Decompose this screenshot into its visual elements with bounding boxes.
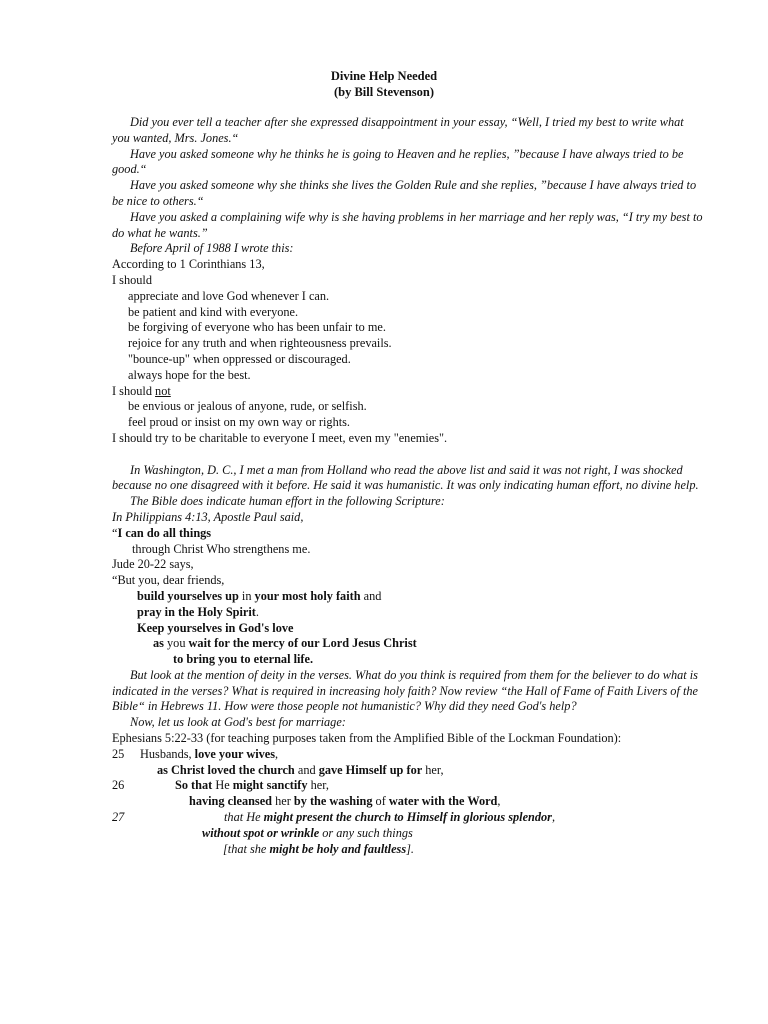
jude-bold: pray in the Holy Spirit [137, 604, 256, 619]
document-title: Divine Help Needed [330, 69, 438, 83]
eph-bold: might present the church to Himself in glorious splendor [263, 810, 552, 825]
verse-number: 26 [112, 778, 125, 793]
eph-bold: gave Himself up for [318, 762, 423, 777]
eph-bold: love your wives [194, 746, 276, 761]
jude-text: in [238, 588, 255, 603]
washington-paragraph: In Washington, D. C., I met a man from Holland who read the above list and said it was not right, I was shocked because no one disagreed with it before. He said it was humanistic. It was only indicating human effort, no divine help. [112, 462, 699, 493]
jude-text: you [167, 636, 189, 651]
jude-line-4 [112, 621, 704, 637]
jude-bold: as [153, 636, 168, 651]
ephesians-line-5 [112, 810, 704, 826]
should-not-item: feel proud or insist on my own way or rights. [128, 415, 350, 430]
jude-line-5 [112, 636, 704, 652]
document-byline: (by Bill Stevenson) [333, 85, 434, 99]
jude-bold: your most holy faith [254, 588, 361, 603]
indent [140, 810, 224, 824]
should-item: be forgiving of everyone who has been unfair to me. [128, 320, 386, 335]
philippians-quote-line-2: through Christ Who strengthens me. [132, 541, 311, 556]
should-not-item: be envious or jealous of anyone, rude, or selfish. [128, 399, 367, 414]
jude-line-6 [112, 652, 704, 668]
verse-number: 25 [112, 746, 125, 761]
ephesians-line-4 [112, 794, 704, 810]
should-heading: I should [112, 272, 152, 287]
bible-effort-line: The Bible does indicate human effort in the following Scripture: [130, 494, 445, 509]
verse-number: 27 [112, 810, 125, 825]
jude-line-3 [112, 605, 704, 621]
eph-text: He [212, 778, 233, 793]
intro-paragraph-1: Did you ever tell a teacher after she expressed disappointment in your essay, “Well, I tried my best to write what you wanted, Mrs. Jones.“ [112, 115, 684, 145]
eph-text: ]. [406, 841, 414, 856]
eph-text: her, [307, 778, 329, 793]
eph-text: Husbands, [140, 746, 195, 761]
philippians-bold: I can do all things [117, 525, 212, 540]
intro-paragraph-2: Have you asked someone why he thinks he is going to Heaven and he replies, ”because I have always tried to be good.“ [112, 146, 684, 177]
eph-bold: might be holy and faultless [269, 841, 407, 856]
intro-paragraph-4: Have you asked a complaining wife why is she having problems in her marriage and her reply was, “I try my best to do what he wants.” [112, 209, 703, 240]
jude-line-1: “But you, dear friends, [112, 573, 225, 588]
eph-bold: might sanctify [232, 778, 308, 793]
should-not-word: not [155, 383, 171, 398]
ephesians-reference: Ephesians 5:22-33 (for teaching purposes taken from the Amplified Bible of the Lockman Foundation): [112, 731, 622, 746]
eph-text: that He [224, 810, 264, 825]
should-item: appreciate and love God whenever I can. [128, 288, 330, 303]
eph-text: her [272, 794, 294, 809]
jude-reference: Jude 20-22 says, [112, 557, 194, 572]
should-not-heading [112, 384, 704, 400]
jude-text: . [255, 604, 259, 619]
intro-paragraph-3: Have you asked someone why she thinks she lives the Golden Rule and she replies, ”because I have always tried to be nice to others.“ [112, 178, 697, 208]
eph-text: , [275, 746, 279, 761]
ephesians-line-2 [112, 763, 704, 779]
eph-bold: water with the Word [388, 794, 498, 809]
ephesians-line-3 [112, 778, 704, 794]
philippians-reference: In Philippians 4:13, Apostle Paul said, [112, 509, 304, 524]
ephesians-line-6 [112, 826, 704, 842]
eph-bold: as Christ loved the church [157, 762, 295, 777]
deity-paragraph: But look at the mention of deity in the verses. What do you think is required from them for the believer to do what is indicated in the verses? What is required in increasing holy faith? Now review “the Hall of Fame of Faith Livers of the Bible“ in Hebrews 11. How were those people not humanistic? Why did they need God's help? [112, 667, 698, 714]
document-body [112, 115, 704, 857]
jude-line-2 [112, 589, 704, 605]
ephesians-line-1 [112, 747, 704, 763]
should-item: be patient and kind with everyone. [128, 304, 299, 319]
should-not-prefix: I should [112, 383, 156, 398]
eph-text: , [497, 794, 501, 809]
jude-bold: to bring you to eternal life. [173, 652, 314, 667]
indent [140, 778, 175, 792]
jude-text: and [360, 588, 382, 603]
eph-text: , [551, 810, 556, 825]
eph-text: of [372, 794, 389, 809]
eph-text: [that she [223, 841, 270, 856]
eph-bold: So that [175, 778, 213, 793]
paragraph-gap [112, 447, 704, 463]
open-quote: “ [112, 525, 118, 540]
charitable-line: I should try to be charitable to everyone I meet, even my "enemies". [112, 430, 448, 445]
eph-text: and [294, 762, 319, 777]
jude-bold: Keep yourselves in God's love [137, 620, 294, 635]
should-item: rejoice for any truth and when righteousness prevails. [128, 336, 392, 351]
philippians-quote-line-1 [112, 526, 704, 542]
eph-bold: without spot or wrinkle [202, 825, 320, 840]
intro-paragraph-5: Before April of 1988 I wrote this: [130, 241, 294, 256]
jude-bold: build yourselves up [137, 588, 239, 603]
should-item: "bounce-up" when oppressed or discouraged. [128, 351, 351, 366]
should-item: always hope for the best. [128, 367, 251, 382]
ephesians-line-7 [112, 842, 704, 858]
marriage-line: Now, let us look at God's best for marriage: [130, 715, 346, 730]
eph-text: or any such things [319, 825, 413, 840]
eph-text: her, [422, 762, 444, 777]
jude-bold: wait for the mercy of our Lord Jesus Christ [188, 636, 417, 651]
according-line: According to 1 Corinthians 13, [112, 257, 265, 272]
eph-bold: by the washing [293, 794, 373, 809]
eph-bold: having cleansed [189, 794, 273, 809]
